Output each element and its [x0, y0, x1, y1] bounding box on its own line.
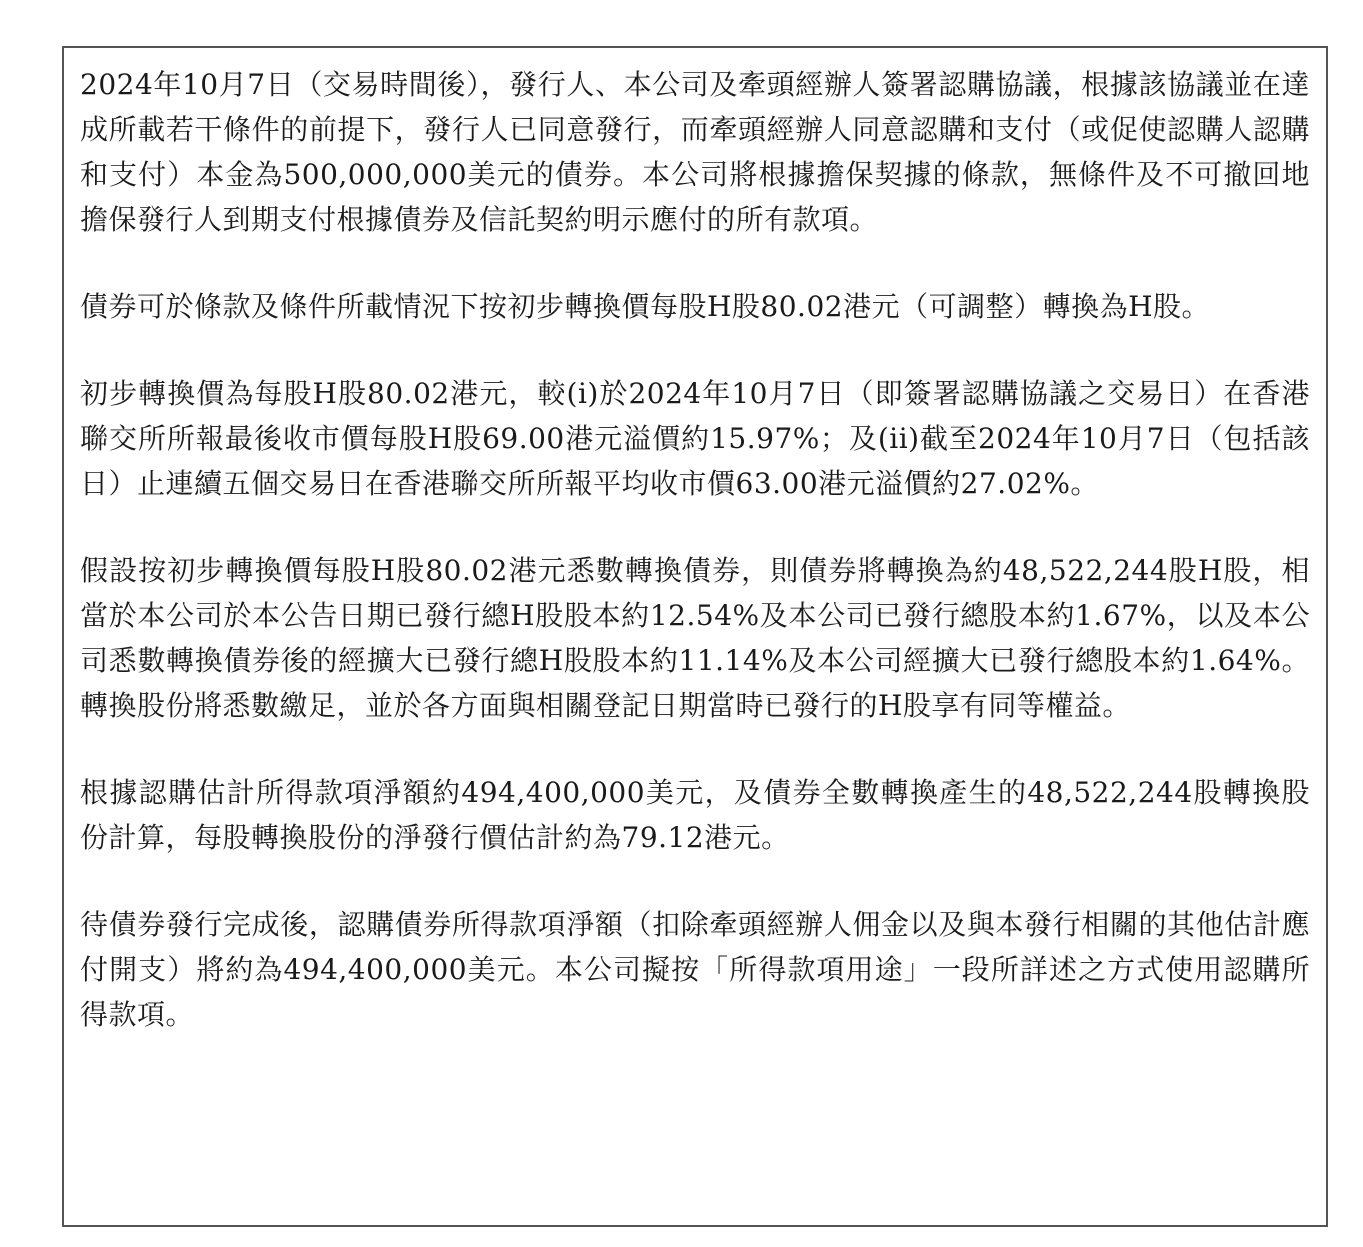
- paragraph-subscription-agreement: 2024年10月7日（交易時間後），發行人、本公司及牽頭經辦人簽署認購協議，根據該協議並在達成所載若干條件的前提下，發行人已同意發行，而牽頭經辦人同意認購和支付（或促使認購人認購和支付）本金為500,000,000美元的債券。本公司將根據擔保契據的條款，無條件及不可撤回地擔保發行人到期支付根據債券及信託契約明示應付的所有款項。: [80, 68, 1310, 236]
- paragraph-conversion: 債券可於條款及條件所載情況下按初步轉換價每股H股80.02港元（可調整）轉換為H股。: [80, 290, 1210, 323]
- paragraph-share-dilution: 假設按初步轉換價每股H股80.02港元悉數轉換債券，則債券將轉換為約48,522,244股H股，相當於本公司於本公告日期已發行總H股股本約12.54%及本公司已發行總股本約1.67%，以及本公司悉數轉換債券後的經擴大已發行總H股股本約11.14%及本公司經擴大已發行總股本約1.64%。轉換股份將悉數繳足，並於各方面與相關登記日期當時已發行的H股享有同等權益。: [80, 554, 1310, 722]
- document-frame: [62, 46, 1328, 1227]
- paragraph-net-issue-price: 根據認購估計所得款項淨額約494,400,000美元，及債券全數轉換產生的48,522,244股轉換股份計算，每股轉換股份的淨發行價估計約為79.12港元。: [80, 776, 1310, 854]
- paragraph-conversion-price: 初步轉換價為每股H股80.02港元，較(i)於2024年10月7日（即簽署認購協議之交易日）在香港聯交所所報最後收市價每股H股69.00港元溢價約15.97%；及(ii)截至2024年10月7日（包括該日）止連續五個交易日在香港聯交所所報平均收市價63.00港元溢價約27.02%。: [80, 377, 1310, 500]
- paragraph-use-of-proceeds: 待債券發行完成後，認購債券所得款項淨額（扣除牽頭經辦人佣金以及與本發行相關的其他估計應付開支）將約為494,400,000美元。本公司擬按「所得款項用途」一段所詳述之方式使用認購所得款項。: [80, 908, 1310, 1031]
